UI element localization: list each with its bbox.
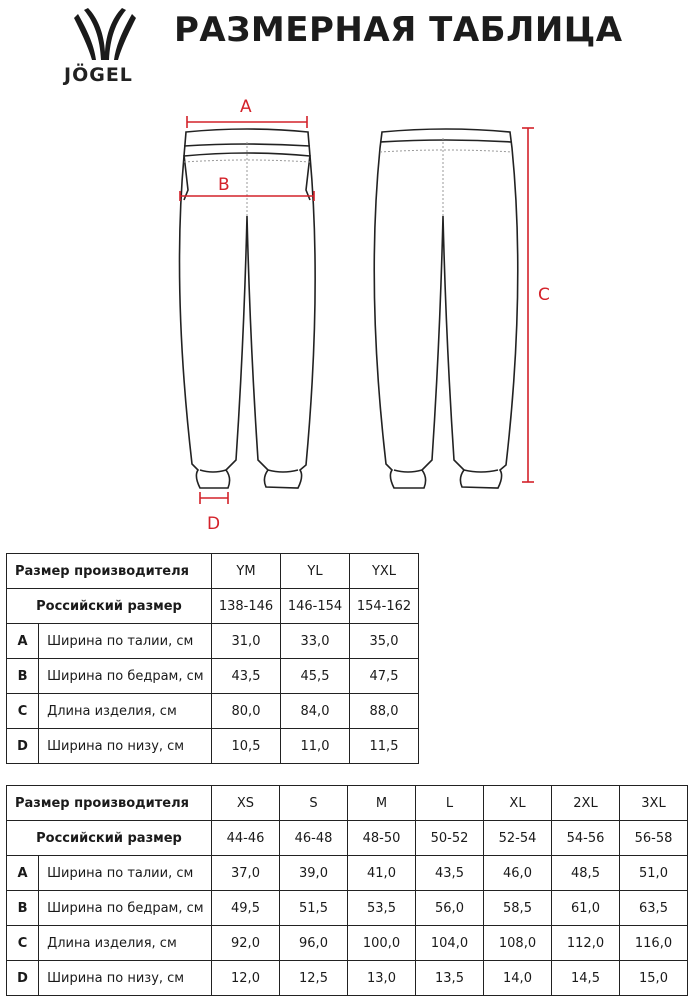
value-cell: 51,0 [620,856,688,891]
size-cell: 2XL [552,786,620,821]
russian-size-cell: 50-52 [416,821,484,856]
measure-letter: B [7,659,39,694]
size-cell: S [280,786,348,821]
measure-name: Ширина по бедрам, см [39,891,212,926]
page-title: РАЗМЕРНАЯ ТАБЛИЦА [174,10,623,50]
value-cell: 12,5 [280,961,348,996]
measure-name: Ширина по бедрам, см [39,659,212,694]
value-cell: 11,5 [350,729,419,764]
measure-letter: A [7,856,39,891]
table-row [7,624,419,659]
size-table-youth [6,553,419,764]
russian-size-label: Российский размер [7,589,212,624]
russian-size-cell: 138-146 [212,589,281,624]
value-cell: 33,0 [281,624,350,659]
value-cell: 14,5 [552,961,620,996]
russian-size-cell: 52-54 [484,821,552,856]
value-cell: 112,0 [552,926,620,961]
label-c: C [538,285,550,305]
brand-wordmark: JÖGEL [64,64,133,86]
value-cell: 13,0 [348,961,416,996]
value-cell: 13,5 [416,961,484,996]
value-cell: 11,0 [281,729,350,764]
size-cell: M [348,786,416,821]
measure-name: Длина изделия, см [39,926,212,961]
value-cell: 41,0 [348,856,416,891]
table-row [7,659,419,694]
russian-size-cell: 154-162 [350,589,419,624]
measure-letter: C [7,694,39,729]
russian-size-cell: 48-50 [348,821,416,856]
size-table-adult [6,785,688,996]
value-cell: 12,0 [212,961,280,996]
value-cell: 116,0 [620,926,688,961]
value-cell: 84,0 [281,694,350,729]
russian-size-cell: 54-56 [552,821,620,856]
value-cell: 100,0 [348,926,416,961]
value-cell: 39,0 [280,856,348,891]
value-cell: 43,5 [416,856,484,891]
value-cell: 48,5 [552,856,620,891]
value-cell: 108,0 [484,926,552,961]
manufacturer-size-label: Размер производителя [7,554,212,589]
russian-size-cell: 56-58 [620,821,688,856]
value-cell: 15,0 [620,961,688,996]
value-cell: 53,5 [348,891,416,926]
measure-letter: D [7,961,39,996]
table-row [7,554,419,589]
size-cell: YM [212,554,281,589]
value-cell: 88,0 [350,694,419,729]
measure-name: Ширина по талии, см [39,624,212,659]
russian-size-cell: 146-154 [281,589,350,624]
russian-size-cell: 46-48 [280,821,348,856]
value-cell: 49,5 [212,891,280,926]
value-cell: 31,0 [212,624,281,659]
table-row [7,589,419,624]
measure-letter: B [7,891,39,926]
measure-letter: D [7,729,39,764]
value-cell: 80,0 [212,694,281,729]
manufacturer-size-label: Размер производителя [7,786,212,821]
table-row [7,821,688,856]
russian-size-cell: 44-46 [212,821,280,856]
table-row [7,961,688,996]
size-cell: XL [484,786,552,821]
measure-name: Ширина по низу, см [39,729,212,764]
measure-name: Ширина по талии, см [39,856,212,891]
value-cell: 104,0 [416,926,484,961]
table-row [7,856,688,891]
value-cell: 63,5 [620,891,688,926]
label-d: D [207,514,221,534]
measure-letter: A [7,624,39,659]
value-cell: 56,0 [416,891,484,926]
table-row [7,891,688,926]
size-cell: YL [281,554,350,589]
value-cell: 35,0 [350,624,419,659]
russian-size-label: Российский размер [7,821,212,856]
table-row [7,786,688,821]
value-cell: 61,0 [552,891,620,926]
measure-letter: C [7,926,39,961]
size-cell: YXL [350,554,419,589]
value-cell: 96,0 [280,926,348,961]
size-cell: XS [212,786,280,821]
label-b: B [218,175,230,195]
pants-measurement-diagram [0,90,694,540]
value-cell: 46,0 [484,856,552,891]
value-cell: 47,5 [350,659,419,694]
measure-name: Длина изделия, см [39,694,212,729]
value-cell: 37,0 [212,856,280,891]
value-cell: 51,5 [280,891,348,926]
table-row [7,926,688,961]
size-cell: 3XL [620,786,688,821]
table-row [7,729,419,764]
size-cell: L [416,786,484,821]
table-row [7,694,419,729]
pants-back-outline [374,129,518,488]
measure-name: Ширина по низу, см [39,961,212,996]
value-cell: 45,5 [281,659,350,694]
value-cell: 10,5 [212,729,281,764]
value-cell: 14,0 [484,961,552,996]
value-cell: 58,5 [484,891,552,926]
value-cell: 43,5 [212,659,281,694]
value-cell: 92,0 [212,926,280,961]
label-a: A [240,97,252,117]
